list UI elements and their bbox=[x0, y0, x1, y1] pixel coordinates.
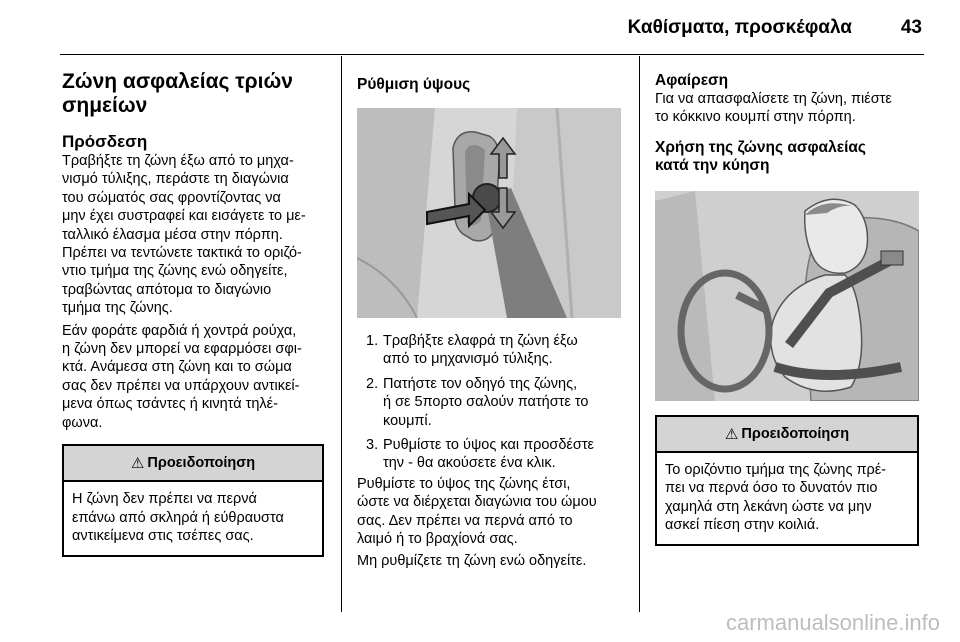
list-item: 3. Ρυθμίστε το ύψος και προσδέστε την - θα ακούσετε ένα κλικ. bbox=[366, 437, 595, 472]
page-header-title: Καθίσματα, προσκέφαλα bbox=[627, 17, 852, 38]
fasten-paragraph: Τραβήξτε τη ζώνη έξω από το μηχα- νισμό τύλιξης, περάστε τη διαγώνια του σώματός σας φροντίζοντας να μην έχει συστραφεί και εισάγετε το με- ταλλικό έλασμα μέσα στην πόρπη. Πρέπει να τεντώνετε τακτικά το οριζό- ντιο τμήμα της ζώνης ενώ οδηγείτε, τραβώντας απότομα το διαγώνιο τμήμα της ζώνης. bbox=[62, 153, 306, 317]
warning-header bbox=[657, 417, 917, 453]
warning-title: Προειδοποίηση bbox=[147, 455, 256, 472]
no-adjust-while-driving: Μη ρυθμίζετε τη ζώνη ενώ οδηγείτε. bbox=[357, 553, 587, 570]
remove-heading: Αφαίρεση bbox=[655, 72, 729, 89]
column-3 bbox=[655, 62, 923, 546]
pregnancy-heading: Χρήση της ζώνης ασφαλείας κατά την κύηση bbox=[655, 138, 866, 174]
header-rule bbox=[60, 54, 924, 55]
list-item: 1. Τραβήξτε ελαφρά τη ζώνη έξω από το μηχανισμό τύλιξης. bbox=[366, 333, 578, 368]
column-divider-1 bbox=[341, 56, 342, 612]
remove-paragraph: Για να απασφαλίσετε τη ζώνη, πιέστε το κόκκινο κουμπί στην πόρπη. bbox=[655, 91, 892, 126]
warning-box bbox=[62, 444, 324, 557]
warning-text: Η ζώνη δεν πρέπει να περνά επάνω από σκληρά ή εύθραυστα αντικείμενα στις τσέπες σας. bbox=[72, 491, 284, 544]
section-title: Ζώνη ασφαλείας τριών σημείων bbox=[62, 70, 293, 117]
height-adjust-paragraph: Ρυθμίστε το ύψος της ζώνης έτσι, ώστε να διέρχεται διαγώνια του ώμου σας. Δεν πρέπει να περνά από το λαιμό ή το βραχίονά σας. bbox=[357, 475, 597, 548]
warning-triangle-icon: ⚠ bbox=[130, 455, 145, 473]
pregnancy-warning-box bbox=[655, 415, 919, 547]
pregnant-driver-illustration bbox=[655, 191, 919, 401]
belt-height-adjuster-illustration bbox=[357, 108, 621, 318]
page-number: 43 bbox=[900, 17, 922, 38]
fasten-heading: Πρόσδεση bbox=[62, 132, 148, 151]
column-2 bbox=[357, 62, 627, 571]
warning-title: Προειδοποίηση bbox=[741, 425, 850, 442]
watermark: carmanualsonline.info bbox=[725, 610, 940, 635]
list-item: 2. Πατήστε τον οδηγό της ζώνης, ή σε 5πορτο σαλούν πατήστε το κουμπί. bbox=[366, 375, 589, 429]
page-header bbox=[0, 0, 960, 56]
column-1 bbox=[62, 62, 328, 557]
height-adjust-heading: Ρύθμιση ύψους bbox=[357, 76, 471, 93]
steps-list bbox=[357, 332, 627, 473]
warning-triangle-icon: ⚠ bbox=[724, 425, 739, 443]
warning-text: Το οριζόντιο τμήμα της ζώνης πρέ- πει να περνά όσο το δυνατόν πιο χαμηλά στη λεκάνη ώστε να μην ασκεί πίεση στην κοιλιά. bbox=[665, 461, 887, 534]
warning-header bbox=[64, 446, 322, 482]
clothing-paragraph: Εάν φοράτε φαρδιά ή χοντρά ρούχα, η ζώνη δεν μπορεί να εφαρμόσει σφι- κτά. Ανάμεσα στη ζώνη και το σώμα σας δεν πρέπει να υπάρχουν αντικεί- μενα όπως τσάντες ή κινητά τηλέ- φωνα. bbox=[62, 322, 302, 431]
column-divider-2 bbox=[639, 56, 640, 612]
